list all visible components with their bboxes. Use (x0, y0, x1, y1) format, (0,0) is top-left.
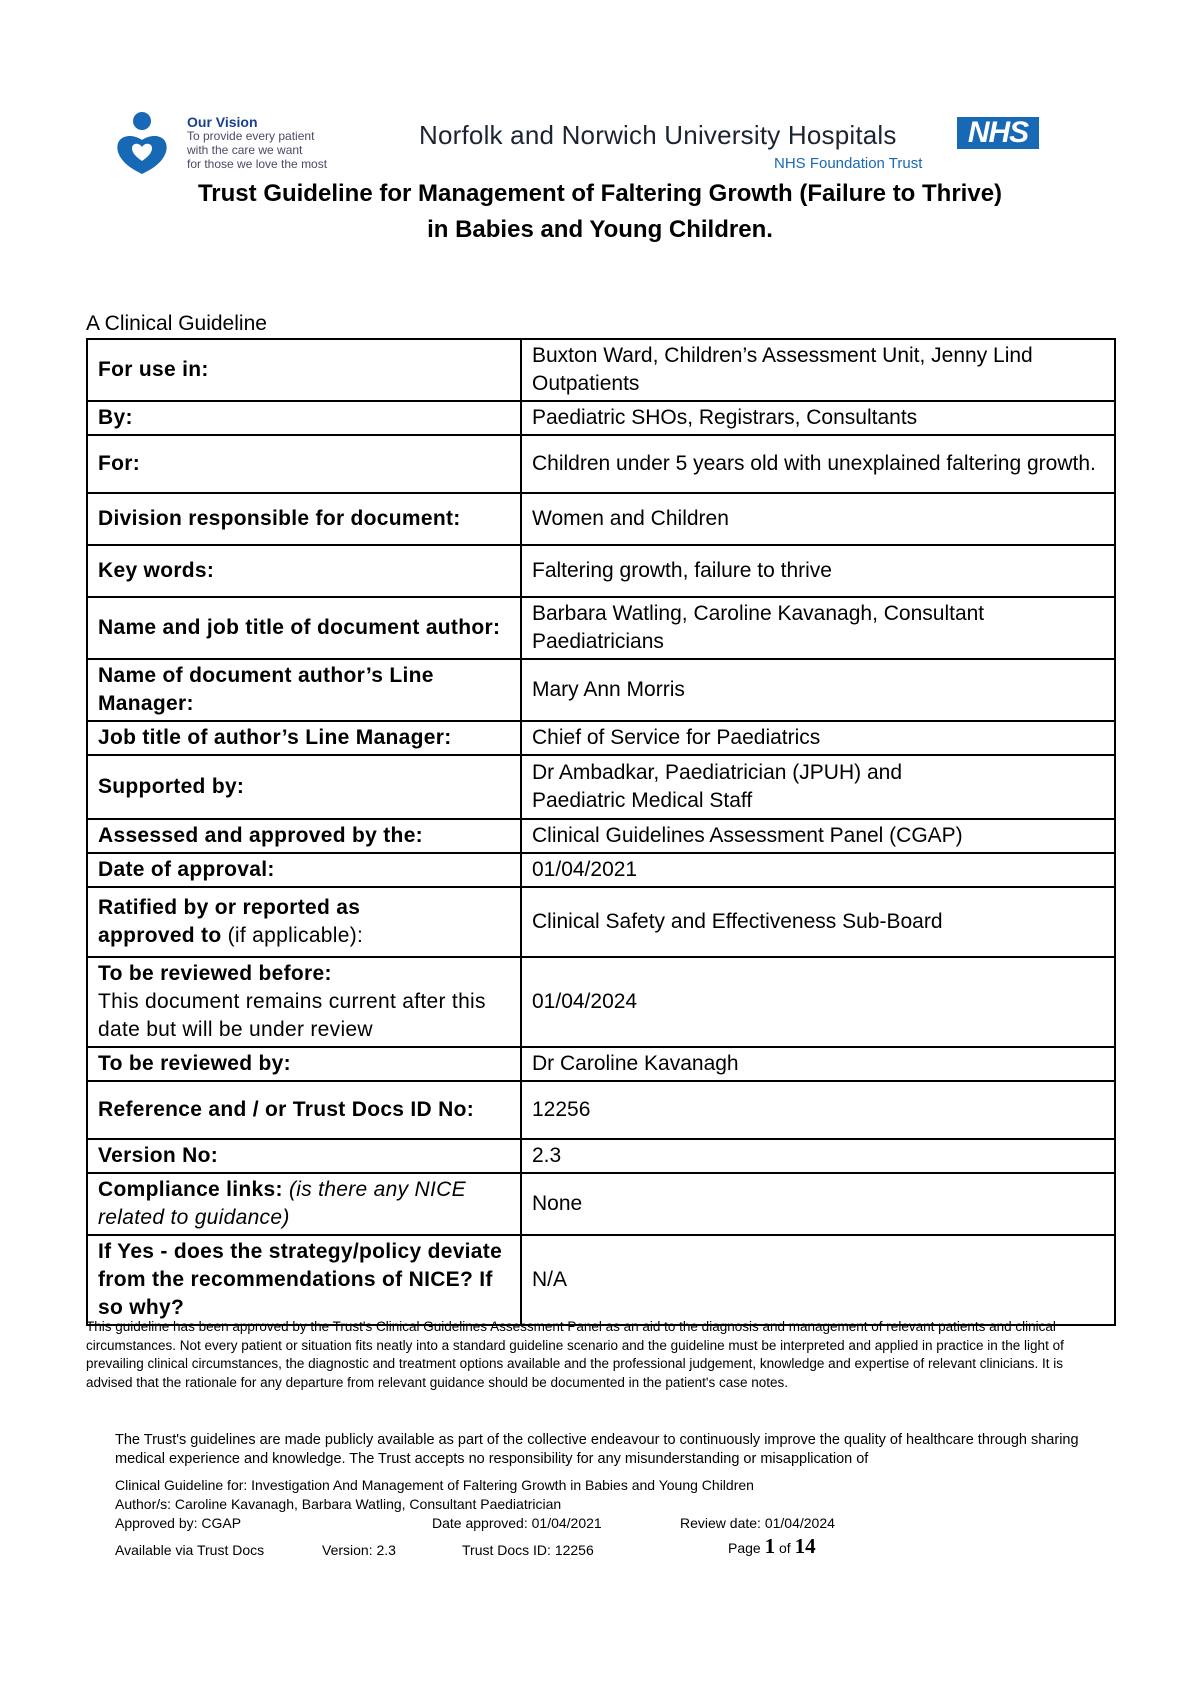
table-key: Job title of author’s Line Manager: (87, 721, 521, 755)
page-total: 14 (794, 1534, 816, 1558)
table-row (87, 659, 1115, 721)
table-value: 01/04/2024 (521, 957, 1115, 1047)
table-value: 01/04/2021 (521, 853, 1115, 887)
footer-available: Available via Trust Docs (115, 1542, 265, 1558)
table-value: N/A (521, 1235, 1115, 1325)
table-key: To be reviewed by: (87, 1047, 521, 1081)
table-row (87, 853, 1115, 887)
table-value: Chief of Service for Paediatrics (521, 721, 1115, 755)
table-value: Paediatric SHOs, Registrars, Consultants (521, 401, 1115, 435)
table-key: By: (87, 401, 521, 435)
table-value: Women and Children (521, 493, 1115, 545)
table-key (87, 1173, 521, 1235)
table-key: Date of approval: (87, 853, 521, 887)
key-bold: approved to (98, 924, 222, 947)
value-line: Paediatric Medical Staff (532, 789, 753, 812)
table-value: 12256 (521, 1081, 1115, 1139)
value-line: Dr Ambadkar, Paediatrician (JPUH) and (532, 761, 902, 784)
key-bold: Compliance links: (98, 1178, 283, 1201)
table-key (87, 887, 521, 957)
vision-line: To provide every patient (187, 129, 315, 143)
table-key: Key words: (87, 545, 521, 597)
table-key: Supported by: (87, 755, 521, 819)
table-row (87, 339, 1115, 401)
table-row (87, 721, 1115, 755)
key-line: Ratified by or reported as (98, 896, 361, 919)
hospital-name: Norfolk and Norwich University Hospitals (419, 120, 897, 150)
table-row (87, 597, 1115, 659)
table-key: Assessed and approved by the: (87, 819, 521, 853)
table-key: For: (87, 435, 521, 493)
table-row (87, 1173, 1115, 1235)
footer-approved-by: Approved by: CGAP (115, 1515, 242, 1531)
table-value: Children under 5 years old with unexplained faltering growth. (521, 435, 1115, 493)
section-label: A Clinical Guideline (86, 312, 267, 335)
page-title-line-1: Trust Guideline for Management of Faltering Growth (Failure to Thrive) (197, 180, 1003, 207)
page-title-line-2: in Babies and Young Children. (427, 216, 773, 243)
table-row (87, 435, 1115, 493)
footer-version: Version: 2.3 (322, 1542, 396, 1558)
table-value: 2.3 (521, 1139, 1115, 1173)
vision-line: for those we love the most (187, 157, 328, 171)
table-row (87, 1047, 1115, 1081)
table-row (87, 887, 1115, 957)
footer-date-approved: Date approved: 01/04/2021 (432, 1515, 602, 1531)
table-key: Version No: (87, 1139, 521, 1173)
table-value: Barbara Watling, Caroline Kavanagh, Consultant Paediatricians (521, 597, 1115, 659)
disclaimer-text: This guideline has been approved by the Trust's Clinical Guidelines Assessment Panel as an aid to the diagnosis and management of relevant patients and clinical circumstances. Not every patient or situation fits neatly into a standard guideline scenario and the guideline must be interpreted and applied in practice in the light of prevailing clinical circumstances, the diagnostic and treatment options available and the professional judgement, knowledge and expertise of relevant clinicians. It is advised that the rationale for any departure from relevant guidance should be documented in the patient's case notes. (86, 1319, 1064, 1390)
table-key: If Yes - does the strategy/policy deviate from the recommendations of NICE? If so why? (87, 1235, 521, 1325)
table-row (87, 819, 1115, 853)
table-row (87, 545, 1115, 597)
table-value: Clinical Safety and Effectiveness Sub-Board (521, 887, 1115, 957)
table-row (87, 1235, 1115, 1325)
table-row (87, 957, 1115, 1047)
vision-statement (187, 115, 327, 171)
vision-title: Our Vision (187, 114, 258, 130)
table-value: None (521, 1173, 1115, 1235)
page-word: Page (728, 1540, 765, 1556)
table-value: Mary Ann Morris (521, 659, 1115, 721)
trust-name: NHS Foundation Trust (774, 155, 923, 172)
table-row (87, 401, 1115, 435)
footer-docs-id: Trust Docs ID: 12256 (462, 1542, 594, 1558)
nhs-logo: NHS (957, 117, 1039, 149)
footer-authors: Author/s: Caroline Kavanagh, Barbara Watling, Consultant Paediatrician (115, 1496, 562, 1512)
key-note: (is there any NICE related to guidance) (98, 1178, 466, 1229)
table-key: For use in: (87, 339, 521, 401)
table-key: Name and job title of document author: (87, 597, 521, 659)
key-line (98, 922, 510, 950)
key-note: (if applicable): (221, 924, 364, 947)
table-row (87, 1081, 1115, 1139)
table-row (87, 493, 1115, 545)
footer-page-number (728, 1534, 816, 1559)
table-value: Clinical Guidelines Assessment Panel (CGAP) (521, 819, 1115, 853)
table-value (521, 755, 1115, 819)
footer-review-date: Review date: 01/04/2024 (680, 1515, 835, 1531)
table-key: Name of document author’s Line Manager: (87, 659, 521, 721)
table-row (87, 755, 1115, 819)
document-info-table (86, 338, 1116, 1326)
table-row (87, 1139, 1115, 1173)
table-key: Division responsible for document: (87, 493, 521, 545)
table-value: Faltering growth, failure to thrive (521, 545, 1115, 597)
table-value: Dr Caroline Kavanagh (521, 1047, 1115, 1081)
public-notice-text: The Trust's guidelines are made publicly available as part of the collective endeavour to continuously improve the quality of healthcare through sharing medical experience and knowledge. The Trust accepts no responsibility for any misunderstanding or misapplication of (115, 1432, 1079, 1467)
footer-guideline: Clinical Guideline for: Investigation And Management of Faltering Growth in Babies and Young Children (115, 1477, 754, 1493)
table-key (87, 957, 521, 1047)
page-current: 1 (764, 1534, 776, 1558)
key-note: This document remains current after this date but will be under review (98, 990, 486, 1041)
table-value: Buxton Ward, Children’s Assessment Unit, Jenny Lind Outpatients (521, 339, 1115, 401)
table-key: Reference and / or Trust Docs ID No: (87, 1081, 521, 1139)
of-word: of (775, 1540, 795, 1556)
key-line: To be reviewed before: (98, 962, 332, 985)
vision-line: with the care we want (187, 143, 303, 157)
